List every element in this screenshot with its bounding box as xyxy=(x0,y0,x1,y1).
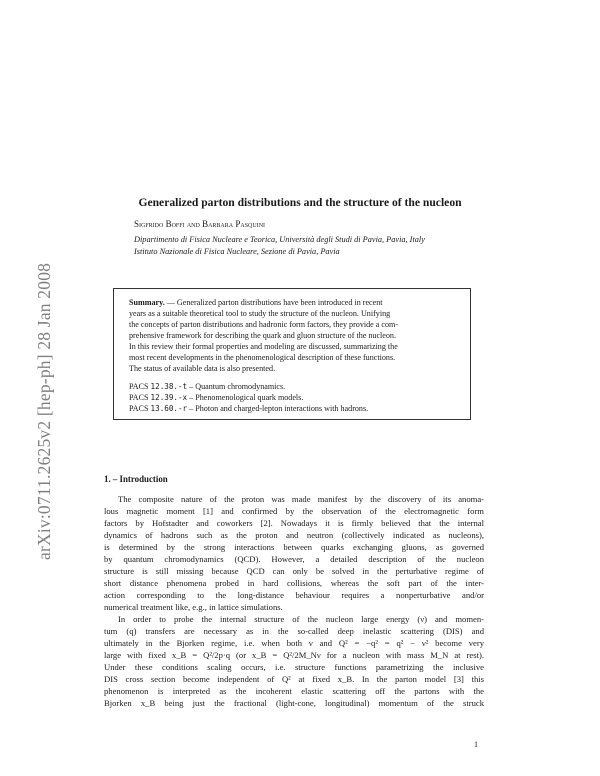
summary-line xyxy=(129,298,383,307)
body-line: by quantum chromodynamics (QCD). However, a detailed description of the nucleon xyxy=(104,554,484,564)
pacs-entry xyxy=(129,404,368,413)
summary-line: the concepts of parton distributions and hadronic form factors, they provide a com- xyxy=(129,320,399,329)
summary-box xyxy=(113,288,471,420)
pacs-entry xyxy=(129,382,285,391)
pacs-prefix: PACS xyxy=(129,404,149,413)
pacs-prefix: PACS xyxy=(129,382,149,391)
page-number: 1 xyxy=(474,740,478,749)
arxiv-identifier: arXiv:0711.2625v2 [hep-ph] 28 Jan 2008 xyxy=(34,262,54,560)
pacs-description: – Photon and charged-lepton interactions with hadrons. xyxy=(189,404,369,413)
body-line: phenomenon is interpreted as the incoherent elastic scattering off the partons with the xyxy=(104,686,484,696)
body-line: dynamics of hadrons such as the proton and neutron (collectively indicated as nucleons), xyxy=(104,530,484,540)
pacs-description: – Quantum chromodynamics. xyxy=(189,382,286,391)
body-line: Under these conditions scaling occurs, i.e. structure functions parametrizing the inclusive xyxy=(104,662,484,672)
body-line: tum (q) transfers are necessary as in the so-called deep inelastic scattering (DIS) and xyxy=(104,626,484,636)
body-line: short distance phenomena probed in hard collisions, whereas the soft part of the inter- xyxy=(104,578,484,588)
pacs-description: – Phenomenological quark models. xyxy=(189,393,304,402)
body-line: is determined by the strong interactions between quarks exchanging gluons, as governed xyxy=(104,542,484,552)
summary-label: Summary. xyxy=(129,298,165,307)
paper-title: Generalized parton distributions and the structure of the nucleon xyxy=(138,196,462,209)
body-line: DIS cross section become independent of Q² at fixed x_B. In the parton model [3] this xyxy=(104,674,484,684)
body-line: The composite nature of the proton was made manifest by the discovery of its anoma- xyxy=(118,494,484,504)
summary-line: most recent developments in the phenomenological description of these functions. xyxy=(129,353,396,362)
body-line: large with fixed x_B = Q²/2p·q (or x_B = Q²/2M_Nν for a nucleon with mass M_N at rest). xyxy=(104,650,484,660)
affiliation-1: Dipartimento di Fisica Nucleare e Teorica, Università degli Studi di Pavia, Pavia, Italy xyxy=(134,235,425,244)
pacs-code: 12.38.-t xyxy=(150,382,188,391)
body-line: In order to probe the internal structure of the nucleon large energy (ν) and momen- xyxy=(118,614,484,624)
body-line: lous magnetic moment [1] and confirmed by the observation of the electromagnetic form xyxy=(104,506,484,516)
body-line: action corresponding to the long-distance behaviour requires a nonperturbative and/or xyxy=(104,590,484,600)
section-heading: 1. – Introduction xyxy=(104,474,168,484)
pacs-code: 12.39.-x xyxy=(150,393,188,402)
summary-text: — Generalized parton distributions have been introduced in recent xyxy=(166,298,383,307)
summary-line: In this review their formal properties and modeling are discussed, summarizing the xyxy=(129,342,398,351)
summary-line: years as a suitable theoretical tool to study the structure of the nucleon. Unifying xyxy=(129,309,391,318)
body-line: factors by Hofstadter and coworkers [2]. Nowadays it is firmly believed that the internal xyxy=(104,518,484,528)
body-line: Bjorken x_B being just the fractional (light-cone, longitudinal) momentum of the struck xyxy=(104,698,484,708)
affiliation-2: Istituto Nazionale di Fisica Nucleare, Sezione di Pavia, Pavia xyxy=(134,247,340,256)
authors: Sigfrido Boffi and Barbara Pasquini xyxy=(134,219,266,229)
summary-line: prehensive framework for describing the quark and gluon structure of the nucleon. xyxy=(129,331,397,340)
body-line: numerical treatment like, e.g., in lattice simulations. xyxy=(104,602,283,612)
pacs-prefix: PACS xyxy=(129,393,149,402)
body-line: ultimately in the Bjorken regime, i.e. when both ν and Q² = −q² = q² − ν² become very xyxy=(104,638,484,648)
pacs-entry xyxy=(129,393,303,402)
pacs-code: 13.60.-r xyxy=(150,404,188,413)
body-line: structure is still missing because QCD can only be solved in the perturbative regime of xyxy=(104,566,484,576)
summary-line: The status of available data is also presented. xyxy=(129,364,276,373)
